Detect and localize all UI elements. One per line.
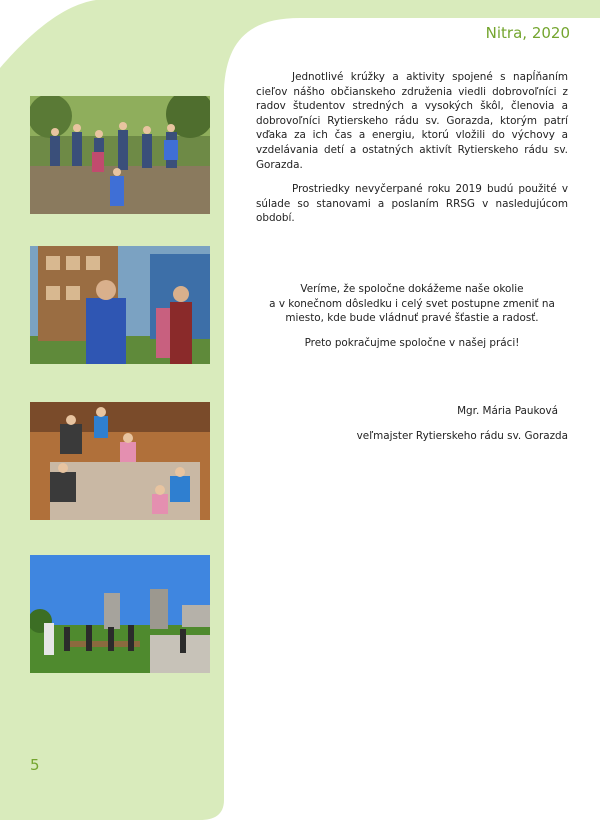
page-title: Nitra, 2020: [485, 24, 570, 42]
closing-message: [256, 282, 568, 350]
page-number: 5: [30, 756, 40, 774]
signature-name: Mgr. Mária Pauková: [457, 405, 558, 417]
closing-line-3: miesto, kde bude vládnuť pravé šťastie a radosť.: [285, 312, 539, 325]
signature-role: veľmajster Rytierskeho rádu sv. Gorazda: [356, 429, 568, 442]
body-text: [256, 70, 568, 236]
paragraph-funds: Prostriedky nevyčerpané roku 2019 budú použité v súlade so stanovami a poslaním RRSG v nasledujúcom období.: [256, 183, 568, 225]
closing-line-4: Preto pokračujme spoločne v našej práci!: [304, 336, 520, 349]
photo-children-group: [30, 96, 210, 214]
closing-line-1: Veríme, že spoločne dokážeme naše okolie: [300, 283, 524, 295]
photo-kids-bug-hotel: [30, 246, 210, 364]
closing-line-2: a v konečnom dôsledku i celý svet postupne zmeniť na: [269, 297, 555, 310]
photo-indoor-activity: [30, 402, 210, 520]
signature-block: [330, 404, 568, 443]
photo-outdoor-park: [30, 555, 210, 673]
paragraph-activities: Jednotlivé krúžky a aktivity spojené s napĺňaním cieľov nášho občianskeho združenia viedli dobrovoľníci z radov študentov stredných a vysokých škôl, členovia a dobrovoľníci Rytierskeho rádu sv. Gorazda, ktorým patrí vďaka za ich čas a energiu, ktorú vložili do výchovy a vzdelávania detí a ostatných aktivít Rytierskeho rádu sv. Gorazda.: [256, 71, 568, 171]
